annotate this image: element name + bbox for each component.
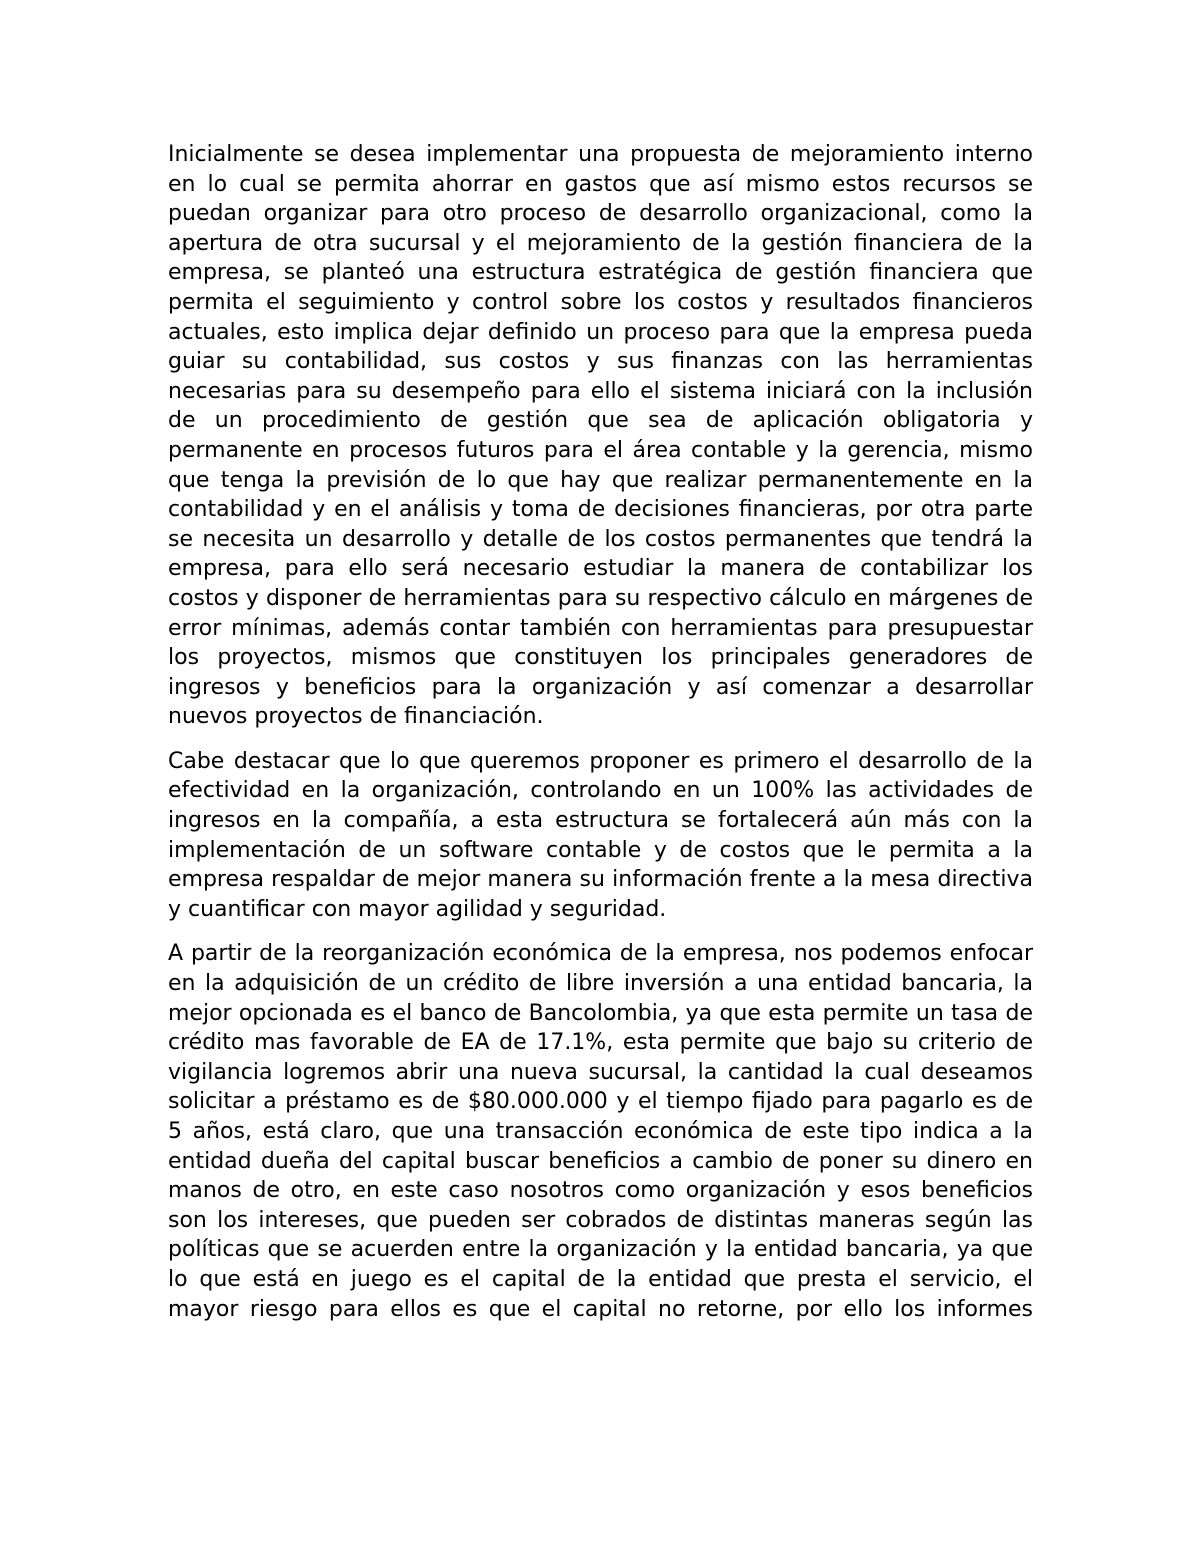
paragraph-3: A partir de la reorganización económica de la empresa, nos podemos enfocar en la adquisición de un crédito de libre inversión a una entidad bancaria, la mejor opcionada es el banco de Bancolombia, ya que esta permite un tasa de crédito mas favorable de EA de 17.1%, esta permite que bajo su criterio de vigilancia logremos abrir una nueva sucursal, la cantidad la cual deseamos solicitar a préstamo es de $80.000.000 y el tiempo fijado para pagarlo es de 5 años, está claro, que una transacción económica de este tipo indica a la entidad dueña del capital buscar beneficios a cambio de poner su dinero en manos de otro, en este caso nosotros como organización y esos beneficios son los intereses, que pueden ser cobrados de distintas maneras según las políticas que se acuerden entre la organización y la entidad bancaria, ya que lo que está en juego es el capital de la entidad que presta el servicio, el mayor riesgo para ellos es que el capital no retorne, por ello los informes [168,941,1033,1322]
paragraph-1: Inicialmente se desea implementar una propuesta de mejoramiento interno en lo cual se permita ahorrar en gastos que así mismo estos recursos se puedan organizar para otro proceso de desarrollo organizacional, como la apertura de otra sucursal y el mejoramiento de la gestión financiera de la empresa, se planteó una estructura estratégica de gestión financiera que permita el seguimiento y control sobre los costos y resultados financieros actuales, esto implica dejar definido un proceso para que la empresa pueda guiar su contabilidad, sus costos y sus finanzas con las herramientas necesarias para su desempeño para ello el sistema iniciará con la inclusión de un procedimiento de gestión que sea de aplicación obligatoria y permanente en procesos futuros para el área contable y la gerencia, mismo que tenga la previsión de lo que hay que realizar permanentemente en la contabilidad y en el análisis y toma de decisiones financieras, por otra parte se necesita un desarrollo y detalle de los costos permanentes que tendrá la empresa, para ello será necesario estudiar la manera de contabilizar los costos y disponer de herramientas para su respectivo cálculo en márgenes de error mínimas, además contar también con herramientas para presupuestar los proyectos, mismos que constituyen los principales generadores de ingresos y beneficios para la organización y así comenzar a desarrollar nuevos proyectos de financiación. [168,142,1033,730]
document-body [168,140,1033,1339]
paragraph-2: Cabe destacar que lo que queremos proponer es primero el desarrollo de la efectividad en la organización, controlando en un 100% las actividades de ingresos en la compañía, a esta estructura se fortalecerá aún más con la implementación de un software contable y de costos que le permita a la empresa respaldar de mejor manera su información frente a la mesa directiva y cuantificar con mayor agilidad y seguridad. [168,748,1033,922]
